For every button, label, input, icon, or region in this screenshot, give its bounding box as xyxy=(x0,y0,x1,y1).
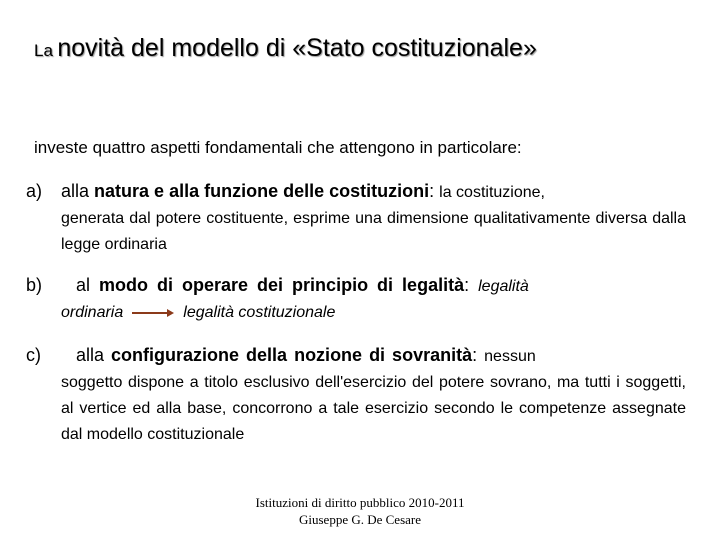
item-heading xyxy=(26,178,686,206)
list-item-c xyxy=(26,342,686,448)
list-item-b xyxy=(26,272,686,326)
item-marker: c) xyxy=(26,345,41,365)
footer-author: Giuseppe G. De Cesare xyxy=(298,512,421,527)
item-heading xyxy=(26,342,686,370)
intro-text: investe quattro aspetti fondamentali che attengono in particolare: xyxy=(34,138,522,157)
item-heading xyxy=(26,272,686,300)
footer-course: Istituzioni di diritto pubblico 2010-2011 xyxy=(255,495,465,510)
item-tail: nessun xyxy=(484,348,536,365)
item-colon: : xyxy=(464,275,470,295)
item-bold-text: modo di operare dei principio di legalità xyxy=(99,275,465,295)
legality-arrow-row xyxy=(26,300,686,326)
title-lead: La xyxy=(34,41,53,60)
item-colon: : xyxy=(472,345,478,365)
item-marker: a) xyxy=(26,181,43,201)
item-prefix: alla xyxy=(76,345,105,365)
slide-title xyxy=(34,34,537,63)
item-colon: : xyxy=(429,181,435,201)
title-main: novità del modello di «Stato costituzionale» xyxy=(57,34,537,62)
item-body: soggetto dispone a titolo esclusivo dell'esercizio del potere sovrano, ma tutti i soggetti, al vertice ed alla base, concorrono a tale esercizio secondo le competenze assegnate dal modello costituzionale xyxy=(61,374,686,443)
item-prefix: al xyxy=(76,275,91,295)
item-tail: la costituzione, xyxy=(439,184,545,201)
list-item-a xyxy=(26,178,686,258)
item-tail: legalità xyxy=(478,278,529,295)
arrow-from-label: ordinaria xyxy=(61,304,124,321)
item-body: generata dal potere costituente, esprime una dimensione qualitativamente diversa dalla legge ordinaria xyxy=(61,210,686,253)
item-bold-text: natura e alla funzione delle costituzioni xyxy=(94,181,430,201)
slide-footer xyxy=(0,494,720,528)
item-marker: b) xyxy=(26,275,43,295)
right-arrow-icon xyxy=(131,308,175,318)
item-prefix: alla xyxy=(61,181,90,201)
arrow-to-label: legalità costituzionale xyxy=(183,304,336,321)
item-bold-text: configurazione della nozione di sovranità xyxy=(111,345,473,365)
